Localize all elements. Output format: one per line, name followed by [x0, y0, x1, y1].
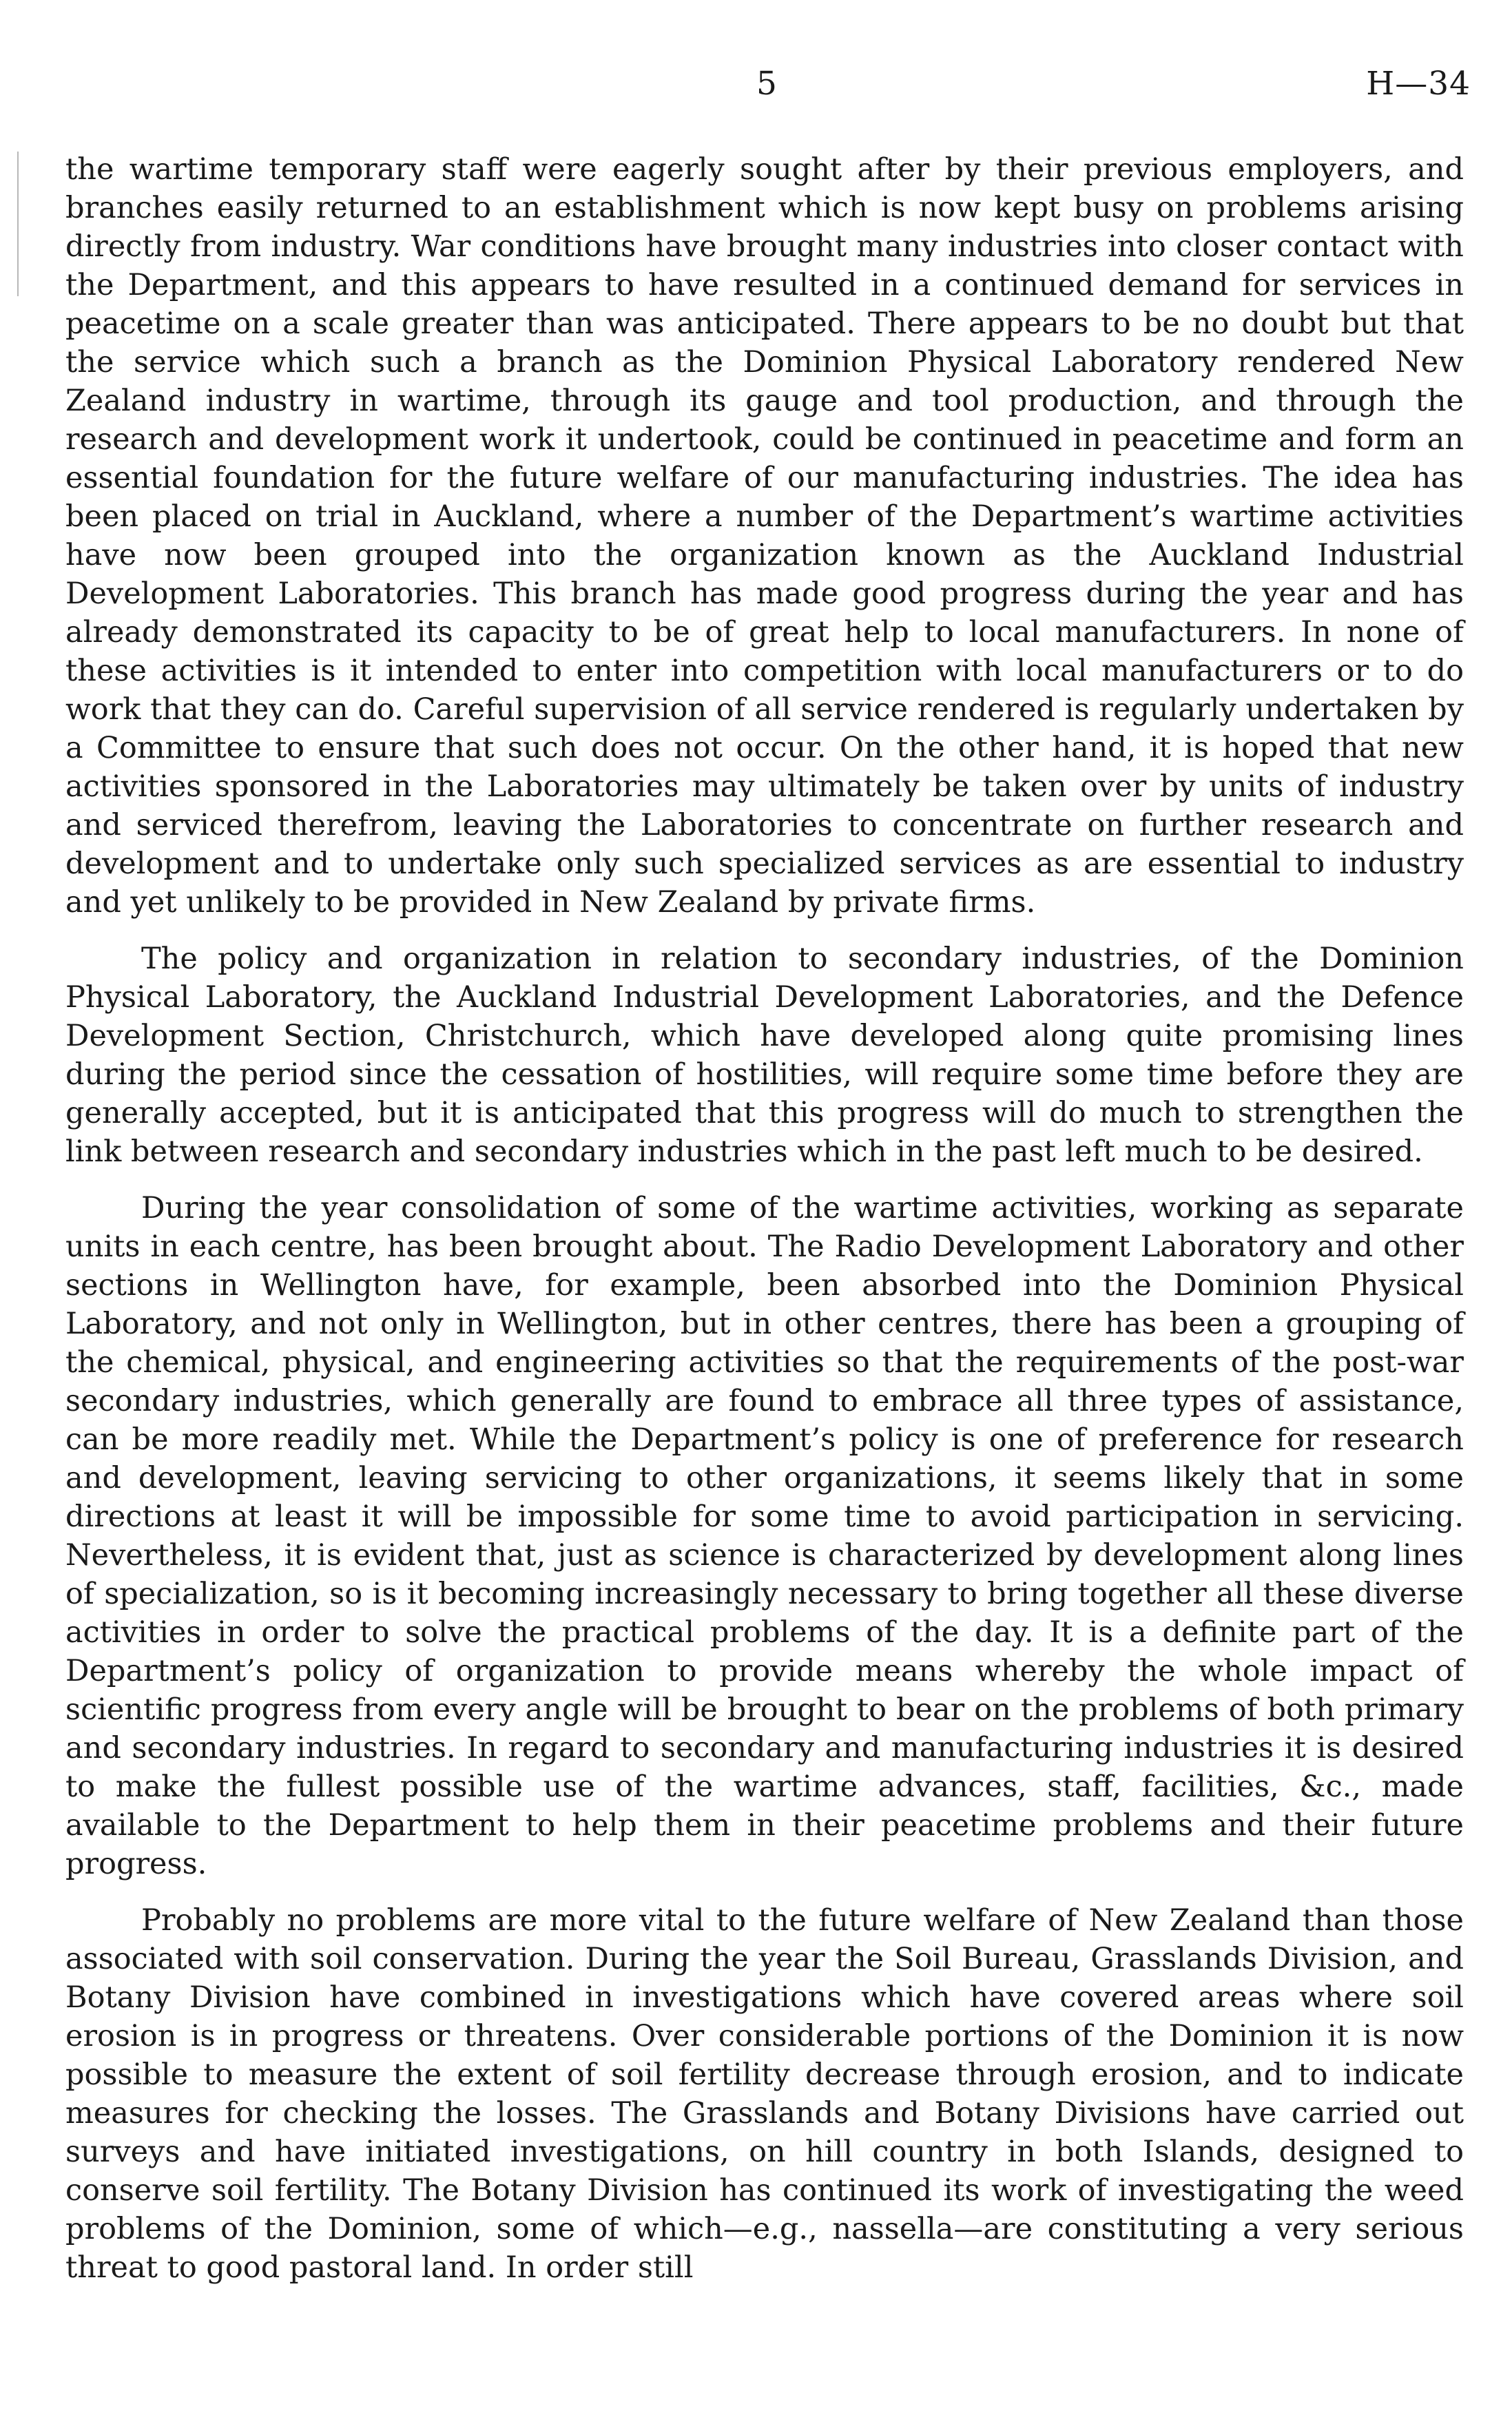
- paragraph-4: Probably no problems are more vital to the future welfare of New Zealand than those associated with soil conservation. During the year the Soil Bureau, Grasslands Division, and Botany Division have combined in investigations which have covered areas where soil erosion is in progress or threatens. Over considerable portions of the Dominion it is now possible to measure the extent of soil fertility decrease through erosion, and to indicate measures for checking the losses. The Grasslands and Botany Divisions have carried out surveys and have initiated investigations, on hill country in both Islands, designed to conserve soil fertility. The Botany Division has continued its work of investigating the weed problems of the Dominion, some of which—e.g., nassella—are constituting a very serious threat to good pastoral land. In order still: [65, 1903, 1464, 2285]
- margin-rule: [17, 152, 19, 296]
- paragraph-2: The policy and organization in relation to secondary industries, of the Dominion Physical Laboratory, the Auckland Industrial Development Laboratories, and the Defence Development Section, Christchurch, which have developed along quite promising lines during the period since the cessation of hostilities, will require some time before they are generally accepted, but it is anticipated that this progress will do much to strengthen the link between research and secondary industries which in the past left much to be desired.: [65, 942, 1464, 1169]
- paragraph-3: During the year consolidation of some of the wartime activities, working as separate units in each centre, has been brought about. The Radio Development Laboratory and other sections in Wellington have, for example, been absorbed into the Dominion Physical Laboratory, and not only in Wellington, but in other centres, there has been a grouping of the chemical, physical, and engineering activities so that the requirements of the post-war secondary industries, which generally are found to embrace all three types of assistance, can be more readily met. While the Department’s policy is one of preference for research and development, leaving servicing to other organizations, it seems likely that in some directions at least it will be impossible for some time to avoid participation in servicing. Nevertheless, it is evident that, just as science is characterized by development along lines of specialization, so is it becoming increasingly necessary to bring together all these diverse activities in order to solve the practical problems of the day. It is a definite part of the Department’s policy of organization to provide means whereby the whole impact of scientific progress from every angle will be brought to bear on the problems of both primary and secondary industries. In regard to secondary and manufacturing industries it is desired to make the fullest possible use of the wartime advances, staff, facilities, &c., made available to the Department to help them in their peacetime problems and their future progress.: [65, 1191, 1464, 1881]
- page-header: [0, 63, 1512, 105]
- body-text: [65, 150, 1464, 2305]
- document-reference: H—34: [1366, 65, 1471, 103]
- page-number: 5: [756, 65, 777, 103]
- paragraph-1: the wartime temporary staff were eagerly sought after by their previous employers, and branches easily returned to an establishment which is now kept busy on problems arising directly from industry. War conditions have brought many industries into closer contact with the Department, and this appears to have resulted in a continued demand for services in peacetime on a scale greater than was anticipated. There appears to be no doubt but that the service which such a branch as the Dominion Physical Laboratory rendered New Zealand industry in wartime, through its gauge and tool production, and through the research and development work it undertook, could be continued in peacetime and form an essential foundation for the future welfare of our manufacturing industries. The idea has been placed on trial in Auckland, where a number of the Department’s wartime activities have now been grouped into the organization known as the Auckland Industrial Development Laboratories. This branch has made good progress during the year and has already demonstrated its capacity to be of great help to local manufacturers. In none of these activities is it intended to enter into competition with local manufacturers or to do work that they can do. Careful supervision of all service rendered is regularly undertaken by a Committee to ensure that such does not occur. On the other hand, it is hoped that new activities sponsored in the Laboratories may ultimately be taken over by units of industry and serviced therefrom, leaving the Laboratories to concentrate on further research and development and to undertake only such specialized services as are essential to industry and yet unlikely to be provided in New Zealand by private firms.: [65, 152, 1464, 920]
